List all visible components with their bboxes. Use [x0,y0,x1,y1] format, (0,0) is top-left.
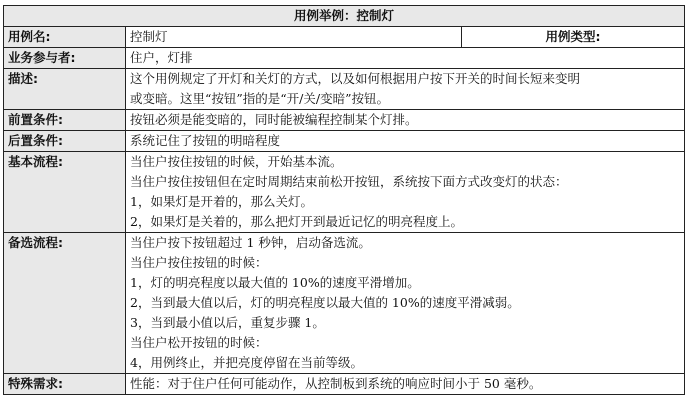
alt-flow-value [126,233,685,374]
precondition-value: 按钮必须是能变暗的，同时能被编程控制某个灯排。 [126,110,685,131]
actors-row [4,48,685,69]
use-case-type-label: 用例类型: [462,27,685,48]
description-value [126,69,685,110]
precondition-row [4,110,685,131]
table-title: 用例举例：控制灯 [4,6,685,27]
basic-flow-line: 当住户按住按钮的时候，开始基本流。 [130,154,343,169]
postcondition-value: 系统记住了按钮的明暗程度 [126,131,685,152]
basic-flow-row [4,152,685,233]
alt-flow-line: 当住户松开按钮的时候： [130,335,268,350]
basic-flow-line: 2，如果灯是关着的，那么把灯开到最近记忆的明亮程度上。 [130,214,463,229]
special-row [4,374,685,395]
use-case-document [3,5,684,395]
special-label: 特殊需求: [4,374,126,395]
description-line: 或变暗。这里“按钮”指的是“开/关/变暗”按钮。 [130,91,389,106]
basic-flow-line: 当住户按住按钮但在定时周期结束前松开按钮，系统按下面方式改变灯的状态： [130,174,568,189]
use-case-name-label: 用例名: [4,27,126,48]
special-value: 性能：对于住户任何可能动作，从控制板到系统的响应时间小于 50 毫秒。 [126,374,685,395]
alt-flow-line: 当住户按住按钮的时候： [130,255,268,270]
alt-flow-line: 2，当到最大值以后，灯的明亮程度以最大值的 10%的速度平滑减弱。 [130,295,520,310]
basic-flow-line: 1，如果灯是开着的，那么关灯。 [130,194,313,209]
postcondition-label: 后置条件: [4,131,126,152]
description-row [4,69,685,110]
alt-flow-row [4,233,685,374]
description-label: 描述: [4,69,126,110]
alt-flow-label: 备选流程: [4,233,126,374]
alt-flow-line: 当住户按下按钮超过 1 秒钟，启动备选流。 [130,235,371,250]
description-line: 这个用例规定了开灯和关灯的方式，以及如何根据用户按下开关的时间长短来变明 [130,71,581,86]
precondition-label: 前置条件: [4,110,126,131]
postcondition-row [4,131,685,152]
basic-flow-value [126,152,685,233]
use-case-table [3,5,685,395]
actors-label: 业务参与者: [4,48,126,69]
alt-flow-line: 3，当到最小值以后，重复步骤 1。 [130,315,325,330]
alt-flow-line: 1，灯的明亮程度以最大值的 10%的速度平滑增加。 [130,275,420,290]
basic-flow-label: 基本流程: [4,152,126,233]
alt-flow-line: 4，用例终止，并把亮度停留在当前等级。 [130,355,363,370]
use-case-name-value: 控制灯 [126,27,462,48]
name-row [4,27,685,48]
actors-value: 住户，灯排 [126,48,685,69]
title-row [4,6,685,27]
